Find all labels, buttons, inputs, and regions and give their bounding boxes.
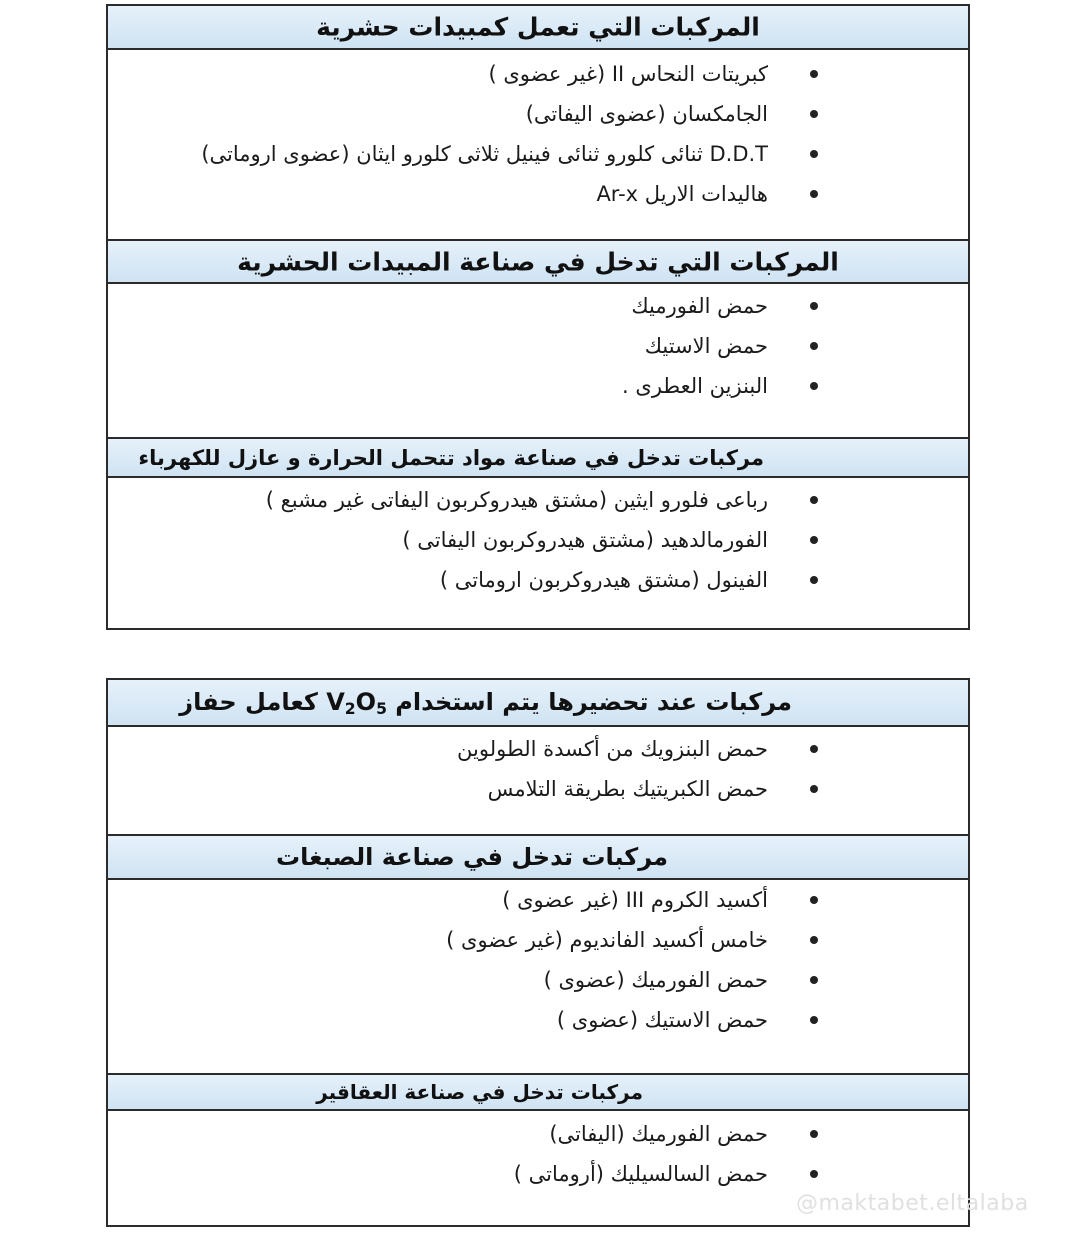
- list-item: [457, 769, 822, 809]
- list-item: [201, 54, 822, 94]
- list-item: [201, 94, 822, 134]
- list-item-text: حمض الفورميك (عضوى ): [543, 968, 768, 992]
- list-item-text: الفينول (مشتق هيدروكربون اروماتى ): [439, 568, 768, 592]
- list-item-text: حمض الكبريتيك بطريقة التلامس: [487, 777, 768, 801]
- bullet-icon: [810, 976, 818, 984]
- list-item-text: البنزين العطرى .: [622, 374, 768, 398]
- section-header-text: [179, 688, 792, 718]
- list-item-text: كبريتات النحاس II (غير عضوى ): [488, 62, 768, 86]
- bullet-icon: [810, 1170, 818, 1178]
- list-item-text: الجامكسان (عضوى اليفاتى): [525, 102, 768, 126]
- insecticide-industry-list: [622, 286, 822, 406]
- list-item: [622, 286, 822, 326]
- formula-subscript-5: 5: [376, 699, 387, 718]
- list-item: [266, 520, 822, 560]
- watermark: @maktabet.eltalaba: [796, 1191, 1029, 1216]
- list-item-text: حمض البنزويك من أكسدة الطولوين: [457, 737, 768, 761]
- bullet-icon: [810, 110, 818, 118]
- formula-element-v: V: [326, 687, 345, 716]
- list-item-text: حمض الفورميك (اليفاتى): [549, 1122, 768, 1146]
- section-header-text: مركبات تدخل في صناعة مواد تتحمل الحرارة و عازل للكهرباء: [138, 445, 764, 470]
- bullet-icon: [810, 745, 818, 753]
- list-item: [514, 1154, 822, 1194]
- list-item: [622, 366, 822, 406]
- list-item: [446, 920, 822, 960]
- drugs-list: [514, 1114, 822, 1194]
- list-item: [266, 480, 822, 520]
- section-header-text: المركبات التي تعمل كمبيدات حشرية: [316, 12, 760, 42]
- bullet-icon: [810, 342, 818, 350]
- header-prefix: مركبات عند تحضيرها يتم استخدام: [395, 687, 792, 716]
- bullet-icon: [810, 190, 818, 198]
- list-item-text: الفورمالدهيد (مشتق هيدروكربون اليفاتى ): [402, 528, 768, 552]
- section-header-text: مركبات تدخل في صناعة الصبغات: [276, 843, 668, 871]
- bullet-icon: [810, 576, 818, 584]
- bullet-icon: [810, 496, 818, 504]
- section-header-text: المركبات التي تدخل في صناعة المبيدات الحشرية: [237, 247, 839, 276]
- bullet-icon: [810, 382, 818, 390]
- list-item-text: رباعى فلورو ايثين (مشتق هيدروكربون اليفاتى غير مشبع ): [265, 488, 768, 512]
- v2o5-formula: [326, 688, 387, 716]
- bullet-icon: [810, 1016, 818, 1024]
- compounds-table-2: [106, 678, 970, 1227]
- section-header-heat-resistant: [108, 437, 968, 478]
- section-header-dyes: [108, 834, 968, 880]
- bullet-icon: [810, 302, 818, 310]
- list-item: [514, 1114, 822, 1154]
- list-item-text: أكسيد الكروم III (غير عضوى ): [502, 888, 768, 912]
- list-item-text: حمض الفورميك: [631, 294, 768, 318]
- list-item: [457, 729, 822, 769]
- list-item-text: D.D.T ثنائى كلورو ثنائى فينيل ثلاثى كلورو ايثان (عضوى اروماتى): [201, 142, 768, 166]
- section-header-v2o5-catalyst: [108, 680, 968, 727]
- section-header-insecticide-industry: [108, 239, 968, 284]
- compounds-table-1: [106, 4, 970, 630]
- section-header-drugs: [108, 1073, 968, 1111]
- bullet-icon: [810, 936, 818, 944]
- header-suffix: كعامل حفاز: [179, 687, 318, 716]
- list-item: [201, 134, 822, 174]
- section-header-text: مركبات تدخل في صناعة العقاقير: [316, 1080, 643, 1104]
- v2o5-catalyst-list: [457, 729, 822, 809]
- bullet-icon: [810, 536, 818, 544]
- list-item: [446, 960, 822, 1000]
- bullet-icon: [810, 70, 818, 78]
- list-item-text: حمض الاستيك (عضوى ): [556, 1008, 768, 1032]
- dyes-list: [446, 880, 822, 1040]
- bullet-icon: [810, 150, 818, 158]
- list-item-text: هاليدات الاريل Ar-x: [596, 182, 768, 206]
- bullet-icon: [810, 1130, 818, 1138]
- list-item-text: حمض السالسيليك (أروماتى ): [513, 1162, 768, 1186]
- formula-subscript-2: 2: [344, 699, 356, 718]
- list-item: [266, 560, 822, 600]
- bullet-icon: [810, 785, 818, 793]
- list-item: [446, 1000, 822, 1040]
- list-item-text: حمض الاستيك: [644, 334, 768, 358]
- section-header-insecticides: [108, 6, 968, 50]
- bullet-icon: [810, 896, 818, 904]
- list-item: [201, 174, 822, 214]
- formula-element-o: O: [355, 687, 377, 716]
- list-item: [446, 880, 822, 920]
- heat-resistant-list: [266, 480, 822, 600]
- insecticides-list: [201, 54, 822, 214]
- list-item: [622, 326, 822, 366]
- list-item-text: خامس أكسيد الفانديوم (غير عضوى ): [446, 928, 768, 952]
